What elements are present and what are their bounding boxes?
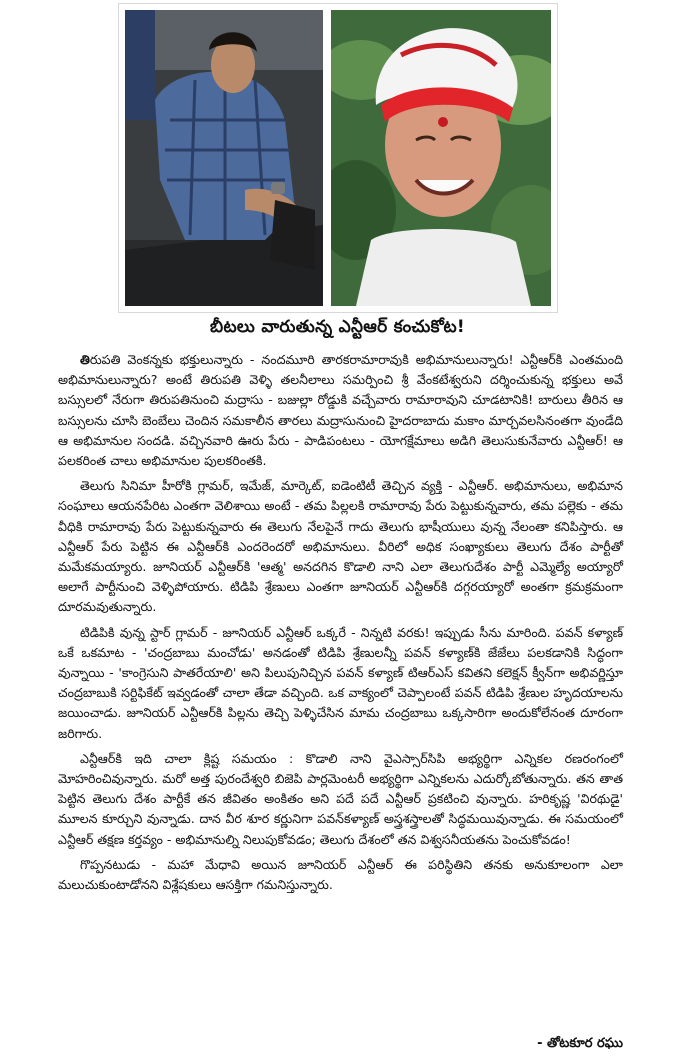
article-paragraph-4: ఎన్టీఆర్‌కి ఇది చాలా క్లిష్ట సమయం : కొడాలి నాని వైఎస్సార్‌సిపి అభ్యర్థిగా ఎన్నికల రణరంగంలో మోహరించివున్నారు. మరో అత్త పురందేశ్వరి బిజెపి పార్లమెంటరీ అభ్యర్థిగా ఎన్నికలను ఎదుర్కోబోతున్నారు. తన తాత పెట్టిన తెలుగు దేశం పార్టీకే తన జీవితం అంకితం అని పదే పదే ఎన్టీఆర్ ప్రకటించి వున్నారు. హరికృష్ణ 'విరథుడై' మూలన కూర్చుని వున్నాడు. దాన వీర శూర కర్ణునిగా పవన్‌కళ్యాణ్ అస్త్రశస్త్రాలతో సిద్ధమయివున్నాడు. ఈ సమయంలో ఎన్టీఆర్ తక్షణ కర్తవ్యం - అభిమానుల్ని నిలుపుకోవడం; తెలుగు దేశంలో తన విశ్వసనీయతను పెంచుకోవడం! [58,750,623,847]
photo-young-man-crouching [125,10,323,306]
article-body [58,350,623,900]
article-paragraph-2: తెలుగు సినిమా హీరోకి గ్లామర్, ఇమేజ్, మార్కెట్, ఐడెంటిటీ తెచ్చిన వ్యక్తి - ఎన్టీఆర్. అభిమానులు, అభిమాన సంఘాలు ఆయనపేరిట ఎంతగా వెలిశాయి అంటే - తమ పిల్లలకి రామారావు పేరు పెట్టుకున్నవారు, తమ పల్లెకు - తమ వీధికి రామారావు పేరు పెట్టుకున్నవారు ఈ తెలుగు నేలపైనే గాదు తెలుగు భాషీయులు వున్న నేలంతా కనిపిస్తారు. ఆ ఎన్టీఆర్ పేరు పెట్టిన ఈ ఎన్టీఆర్‌కి ఎందరెందరో అభిమానులు. వీరిలో అధిక సంఖ్యాకులు తెలుగు దేశం పార్టీతో మమేకమయ్యారు. జూనియర్ ఎన్టీఆర్‌కి 'ఆత్మ' అనదగిన కొడాలి నాని ఎలా తెలుగుదేశం పార్టీ ఎమ్మెల్యే అయ్యారో అలాగే పార్టీనుంచి వెళ్ళిపోయారు. టిడిపి శ్రేణులు ఎంతగా జూనియర్ ఎన్టీఆర్‌కి దగ్గరయ్యారో అంతగా క్రమక్రమంగా దూరమవుతున్నారు. [58,478,623,615]
article-headline: బీటలు వారుతున్న ఎన్టీఆర్ కంచుకోట! [210,317,465,337]
article-paragraph-1: తిరుపతి వెంకన్నకు భక్తులున్నారు - నందమూరి తారకరామారావుకి అభిమానులున్నారు! ఎన్టీఆర్‌కి ఎంతమంది అభిమానులున్నారు? అంటే తిరుపతి వెళ్ళి తలనీలాలు సమర్పించి శ్రీ వేంకటేశ్వరుని దర్శించుకున్న భక్తులు అవే బస్సులలో నేరుగా తిరుపతినుంచి మద్రాసు - బజుల్లా రోడ్డుకి వచ్చేవారు రామారావుని చూడటానికి! బారులు తీరిన ఆ బస్సులను చూసి బెంబేలు చెందిన సమకాలీన తారలు మద్రాసునుంచి హైదరాబాదు మకాం మార్చవలసినంతగా వుండేది ఆ అభిమానుల సందడి. వచ్చినవారి ఊరు పేరు - పాడిపంటలు - యోగక్షేమాలు అడిగి తెలుసుకునేవారు ఎన్టీఆర్! ఆ పలకరింత చాలు అభిమానుల పులకరింతకి. [58,352,623,469]
photo-panel [118,3,558,313]
article-paragraph-3: టిడిపికి వున్న స్టార్ గ్లామర్ - జూనియర్ ఎన్టీఆర్ ఒక్కరే - నిన్నటి వరకు! ఇప్పుడు సీను మారింది. పవన్ కళ్యాణ్ ఒకే ఒకమాట - 'చంద్రబాబు మంచోడు' అనడంతో టిడిపి శ్రేణులన్నీ పవన్ కళ్యాణ్‌కి జేజేలు పలకడానికి సిద్ధంగా వున్నాయి - 'కాంగ్రెసుని పాతరేయాలి' అని పిలుపునిచ్చిన పవన్ కళ్యాణ్ టిఆర్ఎస్ కవితని కలెక్షన్ క్వీన్‌గా అభివర్ణిస్తూ చంద్రబాబుకి సర్టిఫికేట్ ఇవ్వడంతో చాలా తేడా వచ్చింది. ఒక వాక్యంలో చెప్పాలంటే పవన్ టిడిపి శ్రేణుల హృదయాలను జయించాడు. జూనియర్ ఎన్టీఆర్‌కి పిల్లను తెచ్చి పెళ్ళిచేసిన మామ చంద్రబాబు ఒక్కసారిగా అందుకోలేనంత దూరంగా జరిగారు. [58,624,623,741]
photo-elder-with-turban [331,10,551,306]
article-paragraph-5: గొప్పనటుడు - మహా మేధావి అయిన జూనియర్ ఎన్టీఆర్ ఈ పరిస్థితిని తనకు అనుకూలంగా ఎలా మలుచుకుంటాడోనని విశ్లేషకులు ఆసక్తిగా గమనిస్తున్నారు. [58,856,623,893]
author-byline: - తోటకూర రఘు [537,1036,623,1051]
